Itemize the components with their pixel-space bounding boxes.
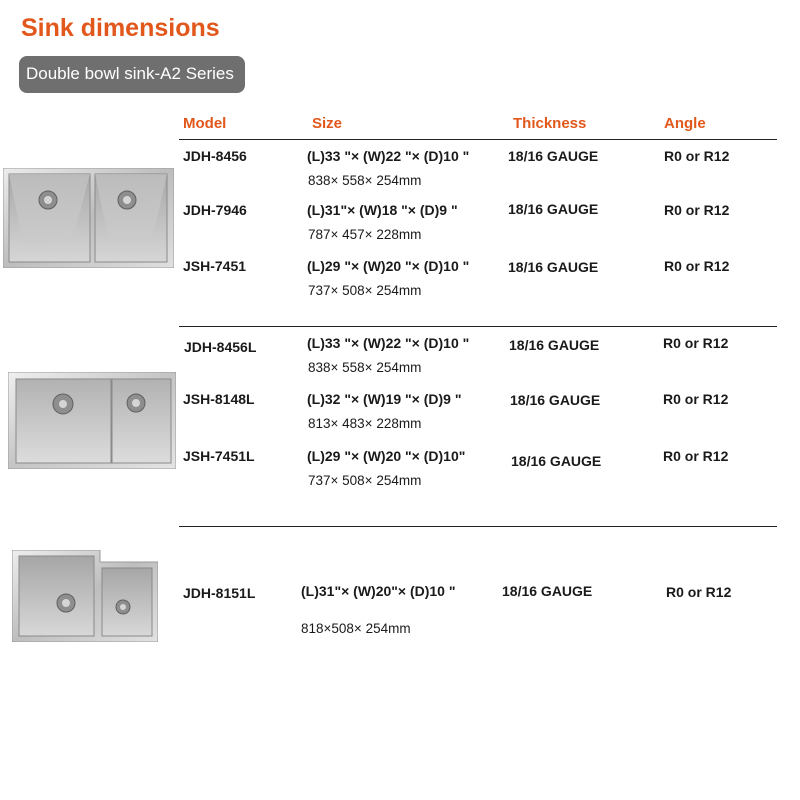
header-thickness: Thickness [513, 115, 587, 132]
divider-line [179, 326, 777, 327]
angle-cell: R0 or R12 [663, 448, 729, 464]
model-cell: JDH-7946 [183, 202, 247, 218]
divider-line [179, 139, 777, 140]
size-mm-cell: 737× 508× 254mm [308, 473, 422, 488]
size-inches-cell: (L)29 "× (W)20 "× (D)10" [307, 448, 466, 464]
angle-cell: R0 or R12 [664, 258, 730, 274]
thickness-cell: 18/16 GAUGE [508, 201, 599, 217]
angle-cell: R0 or R12 [666, 584, 732, 600]
model-cell: JSH-8148L [183, 391, 255, 407]
size-inches-cell: (L)33 "× (W)22 "× (D)10 " [307, 148, 470, 164]
page-title: Sink dimensions [21, 14, 220, 42]
thickness-cell: 18/16 GAUGE [509, 337, 600, 353]
model-cell: JDH-8456L [184, 339, 257, 355]
size-inches-cell: (L)31"× (W)20"× (D)10 " [301, 583, 456, 599]
size-mm-cell: 737× 508× 254mm [308, 283, 422, 298]
angle-cell: R0 or R12 [663, 335, 729, 351]
angle-cell: R0 or R12 [663, 391, 729, 407]
model-cell: JDH-8456 [183, 148, 247, 164]
series-badge: Double bowl sink-A2 Series [19, 56, 245, 93]
model-cell: JSH-7451 [183, 258, 247, 274]
header-angle: Angle [664, 115, 706, 132]
size-mm-cell: 813× 483× 228mm [308, 416, 422, 431]
model-cell: JDH-8151L [183, 585, 256, 601]
size-mm-cell: 818×508× 254mm [301, 621, 411, 636]
size-mm-cell: 787× 457× 228mm [308, 227, 422, 242]
divider-line [179, 526, 777, 527]
thickness-cell: 18/16 GAUGE [511, 453, 602, 469]
thickness-cell: 18/16 GAUGE [510, 392, 601, 408]
sink-image-double-bowl-large-small [8, 372, 176, 469]
angle-cell: R0 or R12 [664, 148, 730, 164]
header-size: Size [312, 115, 343, 132]
size-inches-cell: (L)32 "× (W)19 "× (D)9 " [307, 391, 462, 407]
size-mm-cell: 838× 558× 254mm [308, 360, 422, 375]
size-inches-cell: (L)31"× (W)18 "× (D)9 " [307, 202, 458, 218]
sink-image-double-bowl-stepped [12, 550, 158, 642]
model-cell: JSH-7451L [183, 448, 255, 464]
thickness-cell: 18/16 GAUGE [502, 583, 593, 599]
header-model: Model [183, 115, 227, 132]
size-inches-cell: (L)33 "× (W)22 "× (D)10 " [307, 335, 470, 351]
size-mm-cell: 838× 558× 254mm [308, 173, 422, 188]
sink-image-double-bowl-equal [3, 168, 174, 268]
angle-cell: R0 or R12 [664, 202, 730, 218]
thickness-cell: 18/16 GAUGE [508, 148, 599, 164]
size-inches-cell: (L)29 "× (W)20 "× (D)10 " [307, 258, 470, 274]
thickness-cell: 18/16 GAUGE [508, 259, 599, 275]
